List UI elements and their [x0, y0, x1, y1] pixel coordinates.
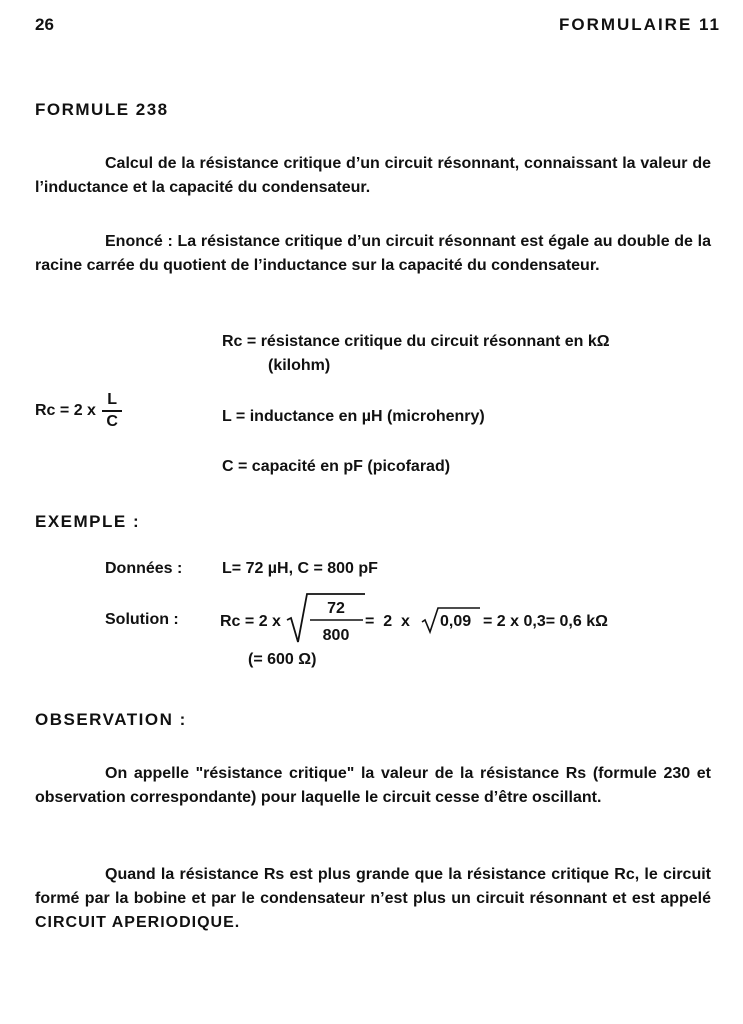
statement-paragraph: Enoncé : La résistance critique d’un circuit résonnant est égale au double de la racine carrée du quotient de l’inductance sur la capacité du condensateur.	[35, 233, 711, 274]
solution-ohms: (= 600 Ω)	[248, 651, 317, 668]
observation-paragraph-2-text: Quand la résistance Rs est plus grande que la résistance critique Rc, le circuit formé par la bobine et par le condensateur n’est plus un circuit résonnant et est appelé	[35, 866, 711, 907]
definition-rc-unit: (kilohm)	[268, 357, 331, 374]
page-number: 26	[35, 15, 54, 34]
formula-lhs: Rc = 2 x	[35, 401, 96, 419]
solution-lhs: Rc = 2 x	[220, 613, 281, 630]
solution-label: Solution :	[105, 611, 179, 628]
data-label: Données :	[105, 560, 183, 577]
formula-denominator: C	[106, 412, 118, 430]
solution-denominator: 800	[322, 627, 350, 644]
definition-c: C = capacité en pF (picofarad)	[222, 458, 451, 475]
formula-title: FORMULE 238	[35, 100, 169, 119]
observation-paragraph-2	[35, 863, 711, 935]
data-value: L= 72 µH, C = 800 pF	[222, 560, 378, 577]
aperiodic-circuit-emphasis: CIRCUIT APERIODIQUE.	[35, 914, 241, 931]
running-title: FORMULAIRE 11	[558, 15, 721, 34]
observation-paragraph-1: On appelle "résistance critique" la valeur de la résistance Rs (formule 230 et observation correspondante) pour laquelle le circuit cesse d’être oscillant.	[35, 765, 711, 806]
intro-paragraph: Calcul de la résistance critique d’un circuit résonnant, connaissant la valeur de l’inductance et la capacité du condensateur.	[35, 155, 711, 196]
formula-numerator: L	[107, 391, 118, 408]
observation-title: OBSERVATION :	[35, 710, 187, 729]
formula-fraction	[102, 390, 122, 432]
solution-result: = 2 x 0,3= 0,6 kΩ	[483, 613, 608, 630]
main-formula	[35, 390, 122, 432]
example-title: EXEMPLE :	[35, 512, 141, 531]
solution-middle: = 2 x	[365, 613, 410, 630]
definition-rc: Rc = résistance critique du circuit résonnant en kΩ	[222, 333, 610, 350]
definition-l: L = inductance en µH (microhenry)	[222, 408, 485, 425]
solution-numerator: 72	[327, 600, 345, 617]
solution-root-value: 0,09	[440, 613, 472, 630]
solution-equation	[215, 590, 685, 650]
